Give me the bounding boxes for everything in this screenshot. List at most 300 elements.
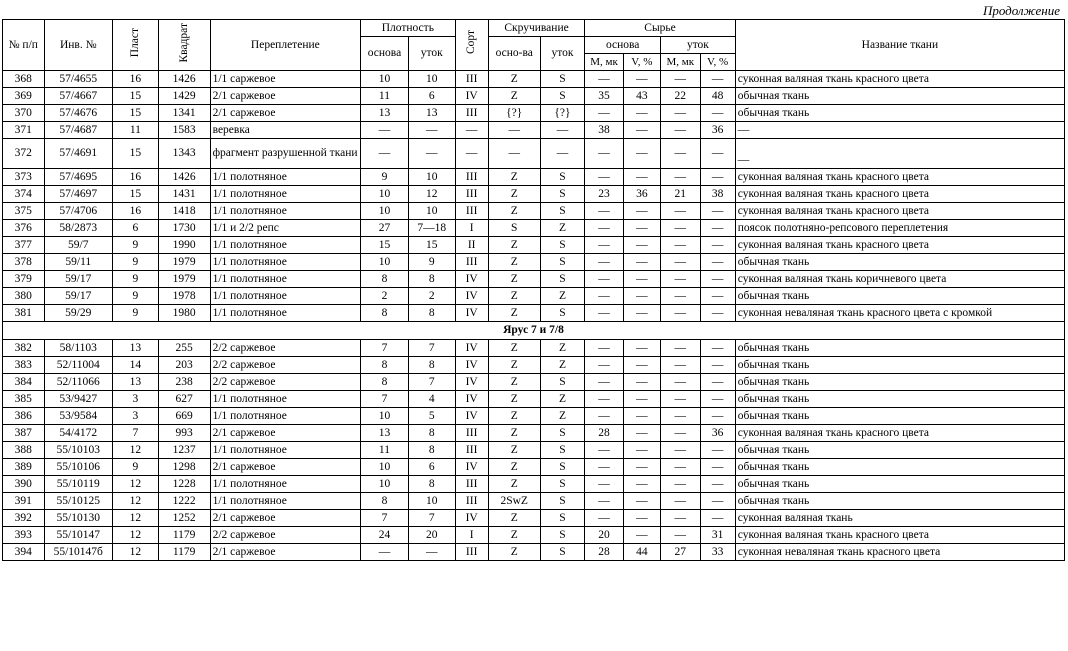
cell-inv: 52/11004 bbox=[44, 357, 113, 374]
cell-m-warp: 20 bbox=[585, 527, 623, 544]
cell-m-weft: — bbox=[661, 357, 700, 374]
cell-twist-weft: S bbox=[540, 88, 585, 105]
cell-m-weft: — bbox=[661, 71, 700, 88]
cell-v-warp: — bbox=[623, 288, 660, 305]
cell-twist-weft: S bbox=[540, 203, 585, 220]
cell-kvadrat: 1179 bbox=[158, 527, 210, 544]
cell-kvadrat: 1730 bbox=[158, 220, 210, 237]
cell-plast: 15 bbox=[113, 139, 159, 169]
cell-v-weft: — bbox=[700, 408, 735, 425]
cell-v-weft: — bbox=[700, 374, 735, 391]
cell-num: 391 bbox=[3, 493, 45, 510]
cell-inv: 58/1103 bbox=[44, 340, 113, 357]
cell-fabric-name: поясок полотняно-репсового переплетения bbox=[735, 220, 1064, 237]
cell-fabric-name: обычная ткань bbox=[735, 476, 1064, 493]
cell-weave: 1/1 полотняное bbox=[210, 493, 361, 510]
cell-twist-weft: {?} bbox=[540, 105, 585, 122]
cell-twist-weft: S bbox=[540, 374, 585, 391]
header-inv: Инв. № bbox=[44, 20, 113, 71]
cell-twist-weft: S bbox=[540, 493, 585, 510]
cell-m-warp: — bbox=[585, 374, 623, 391]
cell-sort: IV bbox=[455, 288, 488, 305]
cell-weave: 2/2 саржевое bbox=[210, 357, 361, 374]
cell-twist-warp: Z bbox=[488, 442, 540, 459]
cell-v-weft: — bbox=[700, 71, 735, 88]
cell-density-weft: 2 bbox=[408, 288, 455, 305]
cell-m-warp: 28 bbox=[585, 544, 623, 561]
cell-density-warp: 10 bbox=[361, 186, 409, 203]
cell-v-weft: — bbox=[700, 288, 735, 305]
header-m-warp: М, мк bbox=[585, 54, 623, 71]
cell-plast: 12 bbox=[113, 493, 159, 510]
cell-fabric-name: обычная ткань bbox=[735, 288, 1064, 305]
cell-fabric-name: суконная валяная ткань красного цвета bbox=[735, 203, 1064, 220]
cell-twist-weft: S bbox=[540, 476, 585, 493]
cell-density-weft: 5 bbox=[408, 408, 455, 425]
cell-v-warp: — bbox=[623, 169, 660, 186]
cell-density-weft: 20 bbox=[408, 527, 455, 544]
cell-inv: 55/10103 bbox=[44, 442, 113, 459]
cell-m-warp: — bbox=[585, 139, 623, 169]
cell-fabric-name: суконная валяная ткань красного цвета bbox=[735, 237, 1064, 254]
cell-v-warp: — bbox=[623, 203, 660, 220]
cell-inv: 55/10147б bbox=[44, 544, 113, 561]
cell-twist-weft: S bbox=[540, 186, 585, 203]
cell-twist-warp: Z bbox=[488, 203, 540, 220]
cell-m-weft: — bbox=[661, 288, 700, 305]
cell-plast: 15 bbox=[113, 105, 159, 122]
cell-m-weft: — bbox=[661, 169, 700, 186]
cell-m-warp: 35 bbox=[585, 88, 623, 105]
cell-plast: 9 bbox=[113, 271, 159, 288]
header-twist: Скручивание bbox=[488, 20, 585, 37]
cell-sort: III bbox=[455, 442, 488, 459]
cell-weave: 2/1 саржевое bbox=[210, 88, 361, 105]
cell-num: 390 bbox=[3, 476, 45, 493]
cell-twist-warp: — bbox=[488, 139, 540, 169]
cell-num: 394 bbox=[3, 544, 45, 561]
cell-m-warp: — bbox=[585, 459, 623, 476]
cell-density-warp: 11 bbox=[361, 442, 409, 459]
header-sort: Сорт bbox=[455, 20, 488, 71]
cell-v-weft: — bbox=[700, 510, 735, 527]
cell-inv: 55/10106 bbox=[44, 459, 113, 476]
cell-m-weft: — bbox=[661, 105, 700, 122]
cell-plast: 9 bbox=[113, 237, 159, 254]
cell-fabric-name: суконная валяная ткань красного цвета bbox=[735, 186, 1064, 203]
cell-m-weft: — bbox=[661, 510, 700, 527]
cell-m-weft: 27 bbox=[661, 544, 700, 561]
cell-m-warp: — bbox=[585, 271, 623, 288]
cell-density-weft: 10 bbox=[408, 493, 455, 510]
cell-plast: 9 bbox=[113, 459, 159, 476]
table-row bbox=[3, 122, 1065, 139]
table-row bbox=[3, 476, 1065, 493]
cell-plast: 14 bbox=[113, 357, 159, 374]
cell-v-weft: — bbox=[700, 271, 735, 288]
cell-plast: 11 bbox=[113, 122, 159, 139]
cell-density-weft: — bbox=[408, 139, 455, 169]
cell-density-weft: 8 bbox=[408, 305, 455, 322]
cell-weave: 1/1 полотняное bbox=[210, 271, 361, 288]
cell-weave: 1/1 полотняное bbox=[210, 476, 361, 493]
table-row bbox=[3, 203, 1065, 220]
table-row bbox=[3, 271, 1065, 288]
cell-weave: 1/1 полотняное bbox=[210, 237, 361, 254]
table-row bbox=[3, 71, 1065, 88]
cell-m-weft: — bbox=[661, 374, 700, 391]
cell-num: 393 bbox=[3, 527, 45, 544]
cell-num: 385 bbox=[3, 391, 45, 408]
cell-weave: 1/1 полотняное bbox=[210, 288, 361, 305]
cell-inv: 59/7 bbox=[44, 237, 113, 254]
cell-m-warp: 23 bbox=[585, 186, 623, 203]
cell-twist-weft: S bbox=[540, 442, 585, 459]
cell-density-warp: 8 bbox=[361, 271, 409, 288]
cell-num: 379 bbox=[3, 271, 45, 288]
cell-m-weft: — bbox=[661, 442, 700, 459]
cell-twist-weft: S bbox=[540, 305, 585, 322]
cell-density-warp: 15 bbox=[361, 237, 409, 254]
header-weave: Переплетение bbox=[210, 20, 361, 71]
table-row bbox=[3, 305, 1065, 322]
cell-density-weft: 4 bbox=[408, 391, 455, 408]
cell-plast: 16 bbox=[113, 169, 159, 186]
cell-m-weft: — bbox=[661, 139, 700, 169]
cell-inv: 55/10125 bbox=[44, 493, 113, 510]
cell-twist-warp: Z bbox=[488, 271, 540, 288]
cell-num: 382 bbox=[3, 340, 45, 357]
table-row bbox=[3, 288, 1065, 305]
cell-kvadrat: 993 bbox=[158, 425, 210, 442]
cell-twist-warp: Z bbox=[488, 425, 540, 442]
cell-density-warp: 7 bbox=[361, 340, 409, 357]
cell-v-weft: 38 bbox=[700, 186, 735, 203]
cell-m-warp: — bbox=[585, 476, 623, 493]
cell-plast: 12 bbox=[113, 544, 159, 561]
table-row bbox=[3, 139, 1065, 169]
cell-m-warp: — bbox=[585, 510, 623, 527]
cell-plast: 13 bbox=[113, 340, 159, 357]
cell-kvadrat: 203 bbox=[158, 357, 210, 374]
cell-density-weft: 7—18 bbox=[408, 220, 455, 237]
cell-m-warp: — bbox=[585, 288, 623, 305]
cell-density-warp: 11 bbox=[361, 88, 409, 105]
cell-v-warp: — bbox=[623, 510, 660, 527]
cell-inv: 57/4691 bbox=[44, 139, 113, 169]
cell-num: 384 bbox=[3, 374, 45, 391]
cell-v-weft: 36 bbox=[700, 122, 735, 139]
cell-sort: IV bbox=[455, 357, 488, 374]
cell-m-warp: 28 bbox=[585, 425, 623, 442]
cell-weave: 1/1 полотняное bbox=[210, 305, 361, 322]
cell-density-weft: 6 bbox=[408, 88, 455, 105]
header-raw-weft: уток bbox=[661, 37, 736, 54]
header-density-weft: уток bbox=[408, 37, 455, 71]
cell-inv: 59/11 bbox=[44, 254, 113, 271]
cell-fabric-name: суконная валяная ткань bbox=[735, 510, 1064, 527]
cell-inv: 53/9584 bbox=[44, 408, 113, 425]
cell-m-weft: — bbox=[661, 271, 700, 288]
cell-num: 372 bbox=[3, 139, 45, 169]
cell-density-warp: 10 bbox=[361, 254, 409, 271]
header-name: Название ткани bbox=[735, 20, 1064, 71]
cell-v-warp: — bbox=[623, 357, 660, 374]
section-row bbox=[3, 322, 1065, 340]
cell-inv: 57/4667 bbox=[44, 88, 113, 105]
cell-fabric-name: суконная валяная ткань красного цвета bbox=[735, 425, 1064, 442]
cell-v-weft: — bbox=[700, 203, 735, 220]
cell-sort: — bbox=[455, 139, 488, 169]
header-num: № п/п bbox=[3, 20, 45, 71]
cell-sort: — bbox=[455, 122, 488, 139]
cell-kvadrat: 1980 bbox=[158, 305, 210, 322]
cell-sort: IV bbox=[455, 459, 488, 476]
cell-density-warp: 13 bbox=[361, 105, 409, 122]
cell-num: 387 bbox=[3, 425, 45, 442]
header-v-weft: V, % bbox=[700, 54, 735, 71]
cell-m-weft: — bbox=[661, 305, 700, 322]
cell-m-weft: — bbox=[661, 493, 700, 510]
cell-num: 392 bbox=[3, 510, 45, 527]
cell-plast: 15 bbox=[113, 88, 159, 105]
cell-v-warp: — bbox=[623, 442, 660, 459]
cell-twist-warp: Z bbox=[488, 544, 540, 561]
cell-inv: 57/4706 bbox=[44, 203, 113, 220]
cell-density-weft: 10 bbox=[408, 203, 455, 220]
cell-v-warp: — bbox=[623, 476, 660, 493]
cell-density-weft: 13 bbox=[408, 105, 455, 122]
cell-weave: 2/1 саржевое bbox=[210, 425, 361, 442]
cell-twist-weft: S bbox=[540, 169, 585, 186]
cell-twist-weft: S bbox=[540, 237, 585, 254]
table-row bbox=[3, 374, 1065, 391]
cell-twist-warp: Z bbox=[488, 288, 540, 305]
cell-num: 380 bbox=[3, 288, 45, 305]
cell-m-weft: — bbox=[661, 425, 700, 442]
table-row bbox=[3, 459, 1065, 476]
table-row bbox=[3, 510, 1065, 527]
cell-inv: 59/17 bbox=[44, 288, 113, 305]
cell-num: 374 bbox=[3, 186, 45, 203]
cell-density-weft: 6 bbox=[408, 459, 455, 476]
cell-kvadrat: 1222 bbox=[158, 493, 210, 510]
cell-sort: III bbox=[455, 169, 488, 186]
cell-kvadrat: 1343 bbox=[158, 139, 210, 169]
cell-sort: IV bbox=[455, 88, 488, 105]
cell-fabric-name: обычная ткань bbox=[735, 340, 1064, 357]
cell-sort: IV bbox=[455, 374, 488, 391]
cell-v-warp: — bbox=[623, 237, 660, 254]
cell-twist-warp: {?} bbox=[488, 105, 540, 122]
cell-num: 376 bbox=[3, 220, 45, 237]
cell-v-weft: — bbox=[700, 139, 735, 169]
cell-fabric-name: — bbox=[735, 122, 1064, 139]
cell-kvadrat: 1418 bbox=[158, 203, 210, 220]
cell-twist-warp: Z bbox=[488, 237, 540, 254]
cell-twist-weft: S bbox=[540, 510, 585, 527]
cell-twist-weft: S bbox=[540, 527, 585, 544]
cell-density-warp: 8 bbox=[361, 374, 409, 391]
cell-plast: 15 bbox=[113, 186, 159, 203]
cell-m-weft: — bbox=[661, 476, 700, 493]
cell-m-warp: — bbox=[585, 493, 623, 510]
cell-twist-warp: Z bbox=[488, 374, 540, 391]
table-row bbox=[3, 357, 1065, 374]
cell-v-weft: — bbox=[700, 254, 735, 271]
cell-plast: 16 bbox=[113, 203, 159, 220]
cell-fabric-name: обычная ткань bbox=[735, 357, 1064, 374]
cell-m-warp: — bbox=[585, 442, 623, 459]
cell-weave: 2/1 саржевое bbox=[210, 544, 361, 561]
cell-plast: 12 bbox=[113, 476, 159, 493]
table-header bbox=[3, 20, 1065, 71]
cell-weave: 2/2 саржевое bbox=[210, 340, 361, 357]
cell-density-warp: 10 bbox=[361, 203, 409, 220]
cell-density-weft: 8 bbox=[408, 442, 455, 459]
table-row bbox=[3, 220, 1065, 237]
cell-weave: 2/1 саржевое bbox=[210, 105, 361, 122]
cell-sort: IV bbox=[455, 340, 488, 357]
cell-weave: 1/1 полотняное bbox=[210, 254, 361, 271]
cell-v-warp: — bbox=[623, 374, 660, 391]
cell-kvadrat: 255 bbox=[158, 340, 210, 357]
cell-sort: I bbox=[455, 527, 488, 544]
cell-m-weft: — bbox=[661, 220, 700, 237]
cell-v-warp: — bbox=[623, 391, 660, 408]
cell-twist-warp: — bbox=[488, 122, 540, 139]
cell-twist-weft: S bbox=[540, 71, 585, 88]
cell-m-weft: — bbox=[661, 237, 700, 254]
cell-m-weft: 22 bbox=[661, 88, 700, 105]
cell-twist-weft: S bbox=[540, 271, 585, 288]
cell-v-warp: — bbox=[623, 220, 660, 237]
cell-plast: 9 bbox=[113, 288, 159, 305]
cell-fabric-name: суконная валяная ткань красного цвета bbox=[735, 527, 1064, 544]
table-row bbox=[3, 425, 1065, 442]
cell-density-weft: 8 bbox=[408, 476, 455, 493]
cell-sort: IV bbox=[455, 510, 488, 527]
cell-twist-warp: Z bbox=[488, 357, 540, 374]
cell-twist-weft: Z bbox=[540, 340, 585, 357]
cell-twist-weft: S bbox=[540, 425, 585, 442]
cell-density-weft: 12 bbox=[408, 186, 455, 203]
cell-m-weft: — bbox=[661, 527, 700, 544]
cell-sort: III bbox=[455, 493, 488, 510]
cell-density-warp: 9 bbox=[361, 169, 409, 186]
cell-v-weft: — bbox=[700, 442, 735, 459]
cell-m-warp: — bbox=[585, 357, 623, 374]
cell-v-weft: — bbox=[700, 493, 735, 510]
table-row bbox=[3, 340, 1065, 357]
cell-num: 373 bbox=[3, 169, 45, 186]
cell-v-weft: 31 bbox=[700, 527, 735, 544]
cell-twist-weft: Z bbox=[540, 220, 585, 237]
cell-twist-warp: Z bbox=[488, 305, 540, 322]
cell-v-warp: — bbox=[623, 459, 660, 476]
cell-m-weft: — bbox=[661, 203, 700, 220]
cell-num: 369 bbox=[3, 88, 45, 105]
cell-density-weft: 7 bbox=[408, 340, 455, 357]
cell-plast: 3 bbox=[113, 391, 159, 408]
cell-inv: 52/11066 bbox=[44, 374, 113, 391]
cell-kvadrat: 1583 bbox=[158, 122, 210, 139]
table-row bbox=[3, 493, 1065, 510]
cell-m-warp: — bbox=[585, 105, 623, 122]
cell-kvadrat: 1426 bbox=[158, 71, 210, 88]
cell-twist-warp: Z bbox=[488, 71, 540, 88]
cell-v-warp: — bbox=[623, 408, 660, 425]
cell-plast: 9 bbox=[113, 305, 159, 322]
cell-density-weft: 15 bbox=[408, 237, 455, 254]
cell-m-warp: — bbox=[585, 305, 623, 322]
cell-fabric-name: обычная ткань bbox=[735, 374, 1064, 391]
cell-density-weft: 8 bbox=[408, 271, 455, 288]
cell-fabric-name: обычная ткань bbox=[735, 442, 1064, 459]
cell-kvadrat: 1341 bbox=[158, 105, 210, 122]
cell-kvadrat: 1298 bbox=[158, 459, 210, 476]
cell-inv: 57/4695 bbox=[44, 169, 113, 186]
cell-density-weft: — bbox=[408, 544, 455, 561]
cell-m-weft: 21 bbox=[661, 186, 700, 203]
table-body bbox=[3, 71, 1065, 561]
cell-num: 386 bbox=[3, 408, 45, 425]
cell-plast: 9 bbox=[113, 254, 159, 271]
cell-density-weft: 8 bbox=[408, 425, 455, 442]
header-density: Плотность bbox=[361, 20, 455, 37]
cell-num: 378 bbox=[3, 254, 45, 271]
cell-density-weft: 7 bbox=[408, 374, 455, 391]
cell-kvadrat: 238 bbox=[158, 374, 210, 391]
table-row bbox=[3, 254, 1065, 271]
cell-fabric-name: обычная ткань bbox=[735, 254, 1064, 271]
cell-fabric-name: обычная ткань bbox=[735, 459, 1064, 476]
cell-density-warp: 8 bbox=[361, 357, 409, 374]
cell-twist-warp: Z bbox=[488, 186, 540, 203]
cell-v-warp: — bbox=[623, 493, 660, 510]
cell-twist-warp: 2SwZ bbox=[488, 493, 540, 510]
cell-v-warp: 44 bbox=[623, 544, 660, 561]
cell-v-warp: — bbox=[623, 340, 660, 357]
cell-kvadrat: 1426 bbox=[158, 169, 210, 186]
cell-num: 371 bbox=[3, 122, 45, 139]
cell-num: 389 bbox=[3, 459, 45, 476]
cell-m-warp: — bbox=[585, 203, 623, 220]
cell-plast: 13 bbox=[113, 374, 159, 391]
cell-plast: 12 bbox=[113, 510, 159, 527]
cell-inv: 55/10147 bbox=[44, 527, 113, 544]
cell-inv: 59/29 bbox=[44, 305, 113, 322]
cell-fabric-name: обычная ткань bbox=[735, 391, 1064, 408]
cell-v-warp: — bbox=[623, 425, 660, 442]
table-row bbox=[3, 544, 1065, 561]
cell-v-warp: — bbox=[623, 139, 660, 169]
cell-v-warp: 36 bbox=[623, 186, 660, 203]
cell-density-warp: — bbox=[361, 544, 409, 561]
cell-density-warp: 7 bbox=[361, 510, 409, 527]
cell-v-warp: — bbox=[623, 122, 660, 139]
cell-sort: I bbox=[455, 220, 488, 237]
cell-inv: 57/4655 bbox=[44, 71, 113, 88]
cell-twist-weft: Z bbox=[540, 288, 585, 305]
cell-num: 383 bbox=[3, 357, 45, 374]
cell-twist-warp: Z bbox=[488, 476, 540, 493]
cell-twist-warp: S bbox=[488, 220, 540, 237]
cell-fabric-name: суконная валяная ткань коричневого цвета bbox=[735, 271, 1064, 288]
cell-density-weft: 7 bbox=[408, 510, 455, 527]
cell-v-warp: — bbox=[623, 254, 660, 271]
cell-v-weft: — bbox=[700, 391, 735, 408]
